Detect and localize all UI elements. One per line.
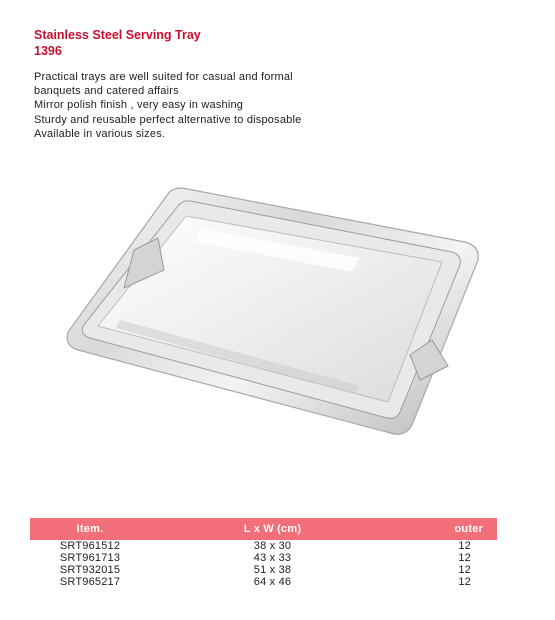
serving-tray-illustration — [60, 180, 500, 440]
table-row — [30, 564, 497, 576]
product-title: Stainless Steel Serving Tray — [34, 28, 201, 42]
cell-item: SRT965217 — [59, 576, 121, 588]
cell-item: SRT961713 — [59, 552, 121, 564]
cell-item: SRT961512 — [59, 540, 121, 552]
table-row — [30, 540, 497, 552]
header-item: Item. — [76, 523, 104, 535]
description-line: Practical trays are well suited for casual and formal — [34, 71, 293, 83]
cell-outer: 12 — [458, 552, 471, 564]
cell-item: SRT932015 — [59, 564, 121, 576]
product-code: 1396 — [34, 44, 62, 58]
table-header — [30, 518, 497, 540]
cell-outer: 12 — [458, 540, 471, 552]
cell-dimensions: 38 x 30 — [253, 540, 292, 552]
cell-dimensions: 64 x 46 — [253, 576, 292, 588]
table-row — [30, 552, 497, 564]
table-row — [30, 576, 497, 588]
header-dimensions: L x W (cm) — [243, 523, 302, 535]
header-outer: outer — [454, 523, 483, 535]
cell-dimensions: 51 x 38 — [253, 564, 292, 576]
description-line: Mirror polish finish , very easy in washing — [34, 99, 244, 112]
product-image — [60, 180, 500, 440]
cell-dimensions: 43 x 33 — [253, 552, 292, 564]
description-line: Sturdy and reusable perfect alternative to disposable — [34, 113, 302, 126]
cell-outer: 12 — [458, 576, 471, 588]
description-line: Available in various sizes. — [34, 127, 166, 140]
size-table — [30, 518, 497, 588]
cell-outer: 12 — [458, 564, 471, 576]
product-description — [34, 70, 364, 141]
description-line: banquets and catered affairs — [34, 85, 179, 98]
